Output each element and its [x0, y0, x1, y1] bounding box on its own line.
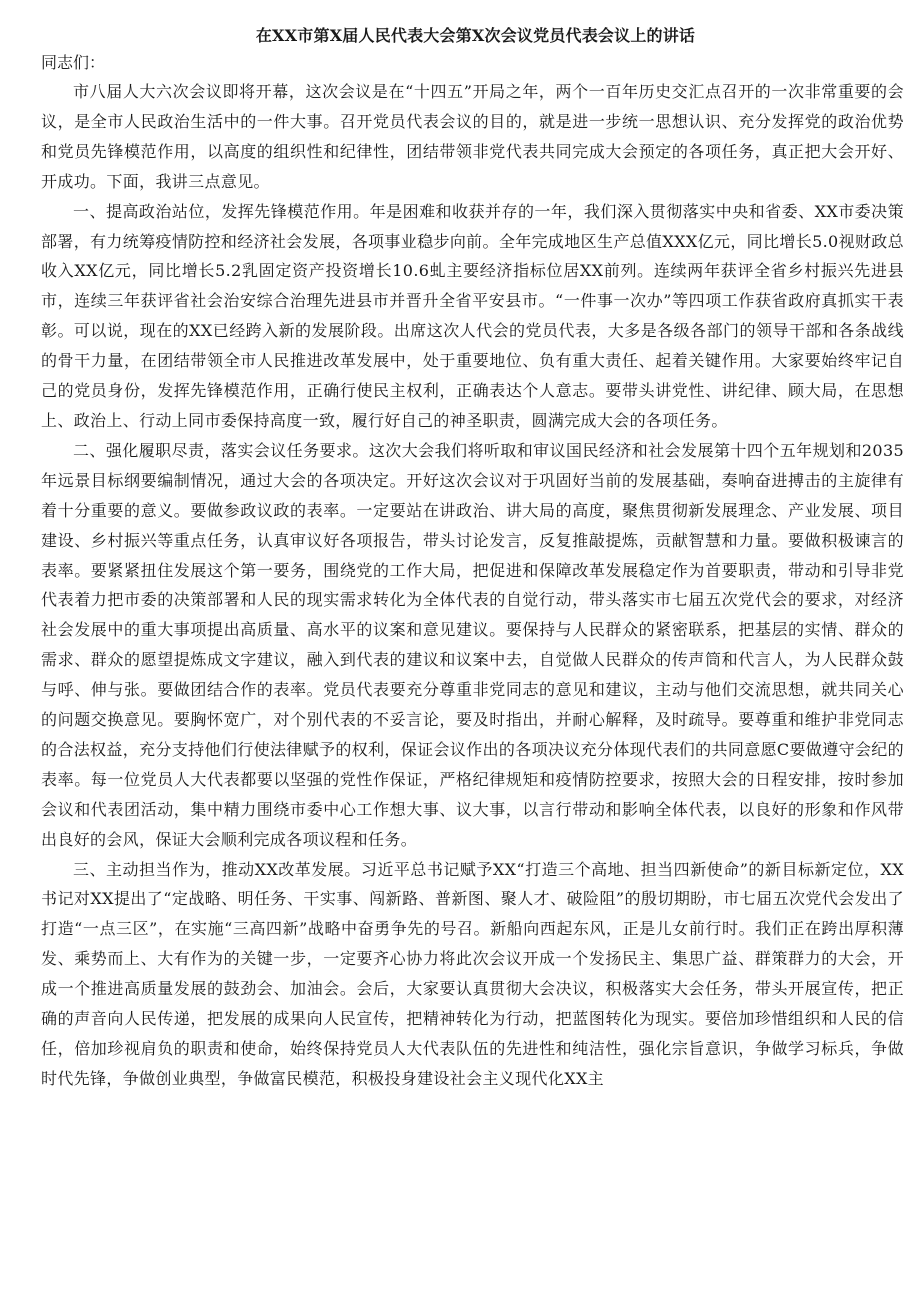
- paragraph-section-two: 二、强化履职尽责，落实会议任务要求。这次大会我们将听取和审议国民经济和社会发展第十四个五年规划和2035年远景目标纲要编制情况，通过大会的各项决定。开好这次会议对于巩固好当前的发展基础，奏响奋进搏击的主旋律有着十分重要的意义。要做参政议政的表率。一定要站在讲政治、讲大局的高度，聚焦贯彻新发展理念、产业发展、项目建设、乡村振兴等重点任务，认真审议好各项报告，带头讨论发言，反复推敲提炼，贡献智慧和力量。要做积极谏言的表率。要紧紧扭住发展这个第一要务，围绕党的工作大局，把促进和保障改革发展稳定作为首要职责，带动和引导非党代表着力把市委的决策部署和人民的现实需求转化为全体代表的自觉行动，带头落实市七届五次党代会的要求，对经济社会发展中的重大事项提出高质量、高水平的议案和意见建议。要保持与人民群众的紧密联系，把基层的实情、群众的需求、群众的愿望提炼成文字建议，融入到代表的建议和议案中去，自觉做人民群众的传声筒和代言人，为人民群众鼓与呼、伸与张。要做团结合作的表率。党员代表要充分尊重非党同志的意见和建议，主动与他们交流思想，就共同关心的问题交换意见。要胸怀宽广，对个别代表的不妥言论，要及时指出，并耐心解释，及时疏导。要尊重和维护非党同志的合法权益，充分支持他们行使法律赋予的权利，保证会议作出的各项决议充分体现代表们的共同意愿C要做遵守会纪的表率。每一位党员人大代表都要以坚强的党性作保证，严格纪律规矩和疫情防控要求，按照大会的日程安排，按时参加会议和代表团活动，集中精力围绕市委中心工作想大事、议大事，以言行带动和影响全体代表，以良好的形象和作风带出良好的会风，保证大会顺利完成各项议程和任务。: [41, 440, 904, 849]
- paragraph-section-one: 一、提高政治站位，发挥先锋模范作用。年是困难和收获并存的一年，我们深入贯彻落实中央和省委、XX市委决策部署，有力统筹疫情防控和经济社会发展，各项事业稳步向前。全年完成地区生产总值XXX亿元，同比增长5.0视财政总收入XX亿元，同比增长5.2乳固定资产投资增长10.6虬主要经济指标位居XX前列。连续两年获评全省乡村振兴先进县市，连续三年获评省社会治安综合治理先进县市并晋升全省平安县市。“一件事一次办”等四项工作获省政府真抓实干表彰。可以说，现在的XX已经跨入新的发展阶段。出席这次人代会的党员代表，大多是各级各部门的领导干部和各条战线的骨干力量，在团结带领全市人民推进改革发展中，处于重要地位、负有重大责任、起着关键作用。大家要始终牢记自己的党员身份，发挥先锋模范作用，正确行使民主权利，正确表达个人意志。要带头讲党性、讲纪律、顾大局，在思想上、政治上、行动上同市委保持高度一致，履行好自己的神圣职责，圆满完成大会的各项任务。: [41, 201, 904, 430]
- document-title: 在XX市第X届人民代表大会第X次会议党员代表会议上的讲话: [255, 26, 696, 45]
- salutation: 同志们：: [41, 53, 106, 72]
- paragraph-section-three: 三、主动担当作为，推动XX改革发展。习近平总书记赋予XX“打造三个高地、担当四新使命”的新目标新定位，XX书记对XX提出了“定战略、明任务、干实事、闯新路、普新图、聚人才、破险阻”的殷切期盼，市七届五次党代会发出了打造“一点三区”，在实施“三高四新”战略中奋勇争先的号召。新船向西起东风，正是儿女前行时。我们正在跨出厚积薄发、乘势而上、大有作为的关键一步，一定要齐心协力将此次会议开成一个发扬民主、集思广益、群策群力的大会，开成一个推进高质量发展的鼓劲会、加油会。会后，大家要认真贯彻大会决议，积极落实大会任务，带头开展宣传，把正确的声音向人民传递，把发展的成果向人民宣传，把精神转化为行动，把蓝图转化为现实。要倍加珍惜组织和人民的信任，倍加珍视肩负的职责和使命，始终保持党员人大代表队伍的先进性和纯洁性，强化宗旨意识，争做学习标兵，争做时代先锋，争做创业典型，争做富民模范，积极投身建设社会主义现代化XX主: [41, 859, 904, 1088]
- paragraph-opening: 市八届人大六次会议即将开幕，这次会议是在“十四五”开局之年，两个一百年历史交汇点召开的一次非常重要的会议，是全市人民政治生活中的一件大事。召开党员代表会议的目的，就是进一步统一思想认识、充分发挥党的政治优势和党员先锋模范作用，以高度的组织性和纪律性，团结带领非党代表共同完成大会预定的各项任务，真正把大会开好、开成功。下面，我讲三点意见。: [41, 82, 904, 191]
